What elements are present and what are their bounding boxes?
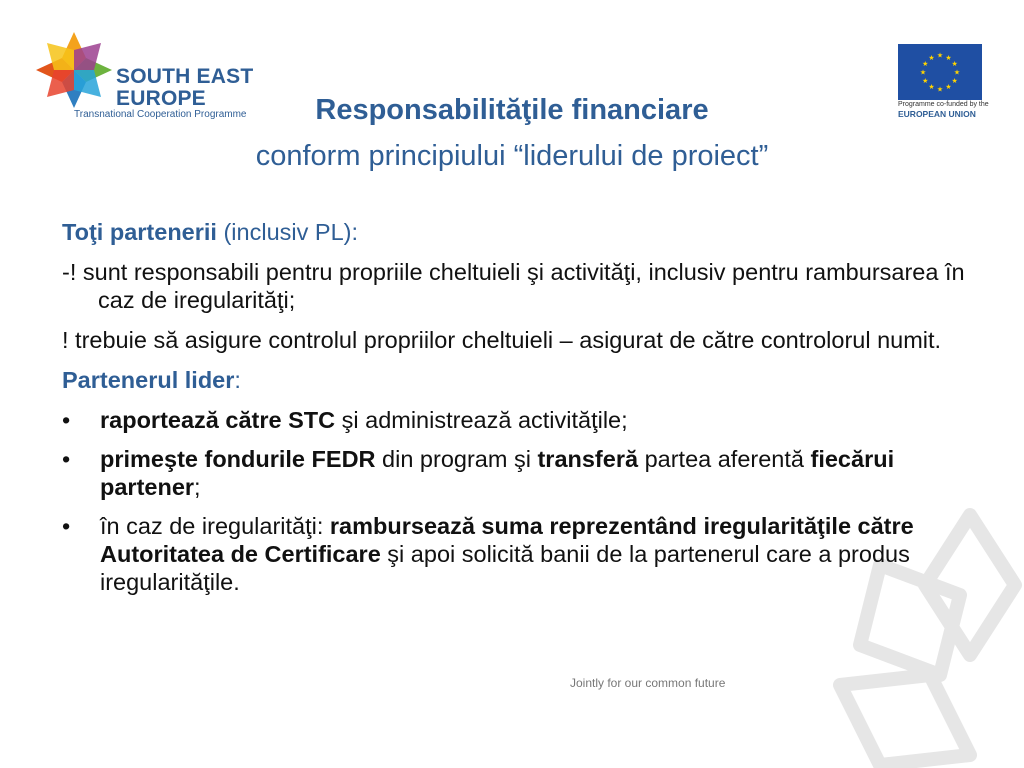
eu-star-icon: ★ [936, 86, 944, 94]
eu-star-icon: ★ [951, 61, 958, 68]
section-heading-lead-partner [62, 366, 982, 394]
eu-star-icon: ★ [945, 54, 952, 62]
bullet-text: şi administrează activităţile; [335, 407, 628, 433]
bullet-bold: raportează către STC [100, 407, 336, 433]
logo-subtitle: Transnational Cooperation Programme [74, 109, 247, 120]
bullet-text: din program şi [375, 446, 538, 472]
eu-star-icon: ★ [928, 84, 935, 92]
bullet-bold: fiecărui partener [100, 446, 895, 500]
bullet-marker: • [62, 446, 71, 472]
bullet-bold: transferă [537, 446, 639, 472]
eu-star-icon: ★ [919, 69, 927, 77]
bullet-bold: rambursează suma reprezentând iregularităţile către Autoritatea de Certificare [100, 513, 914, 567]
footer-tagline: Jointly for our common future [570, 676, 726, 690]
section-heading-all-partners [62, 218, 982, 246]
list-item: -! sunt responsabili pentru propriile cheltuieli şi activităţi, inclusiv pentru rambursarea în caz de iregularităţi; [62, 259, 965, 313]
eu-star-icon: ★ [922, 78, 929, 85]
page-subtitle: conform principiului “liderului de proiect” [255, 140, 769, 172]
bullet-item [62, 512, 982, 596]
bullet-item [62, 406, 982, 434]
heading-bold: Partenerul lider [62, 367, 235, 393]
eu-flag-icon [898, 44, 982, 100]
eu-star-icon: ★ [922, 61, 929, 68]
bullet-item [62, 445, 982, 501]
bullet-bold: primeşte fondurile FEDR [100, 446, 376, 472]
bullet-text: în caz de iregularităţi: [100, 513, 330, 539]
bullet-text: ; [194, 474, 201, 500]
slide-content [62, 218, 982, 607]
bullet-text: şi apoi solicită banii de la partenerul care a produs iregularităţile. [100, 541, 910, 595]
logo-line1: SOUTH EAST [116, 65, 254, 88]
page-title: Responsabilităţile financiare [315, 94, 709, 126]
heading-rest: (inclusiv PL): [216, 219, 358, 245]
heading-rest: : [234, 367, 241, 393]
logo-line2: EUROPE [116, 87, 206, 110]
eu-caption-small: Programme co-funded by the [898, 101, 989, 108]
eu-star-icon: ★ [936, 52, 944, 60]
bullet-marker: • [62, 407, 71, 433]
bullet-marker: • [62, 513, 71, 539]
heading-bold: Toţi partenerii [62, 219, 217, 245]
eu-star-icon: ★ [945, 84, 952, 92]
eu-star-icon: ★ [951, 78, 958, 85]
list-item: ! trebuie să asigure controlul propriilor cheltuieli – asigurat de către controlorul numit. [62, 327, 942, 353]
eu-caption-big: EUROPEAN UNION [898, 109, 976, 119]
eu-star-icon: ★ [953, 69, 961, 77]
bullet-text: partea aferentă [638, 446, 811, 472]
eu-star-icon: ★ [928, 54, 935, 62]
